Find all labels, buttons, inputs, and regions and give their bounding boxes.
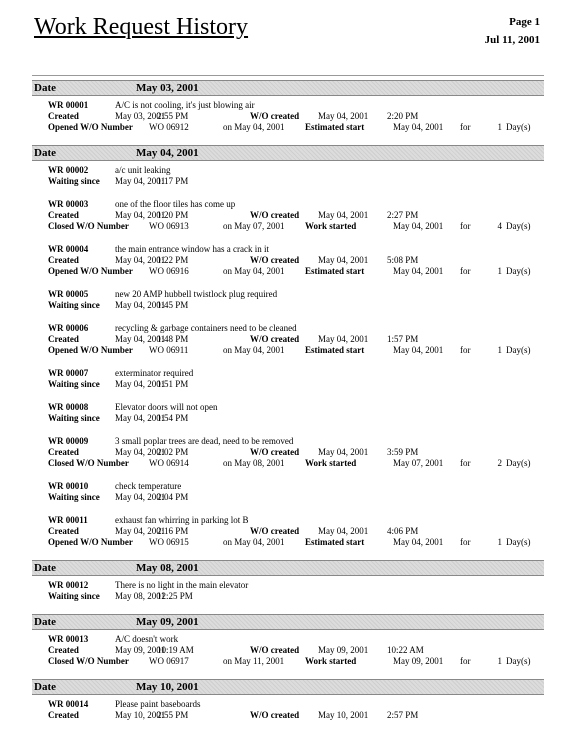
start-label: Work started: [305, 656, 357, 666]
wo-created-date: May 10, 2001: [318, 710, 369, 720]
wo-created-label: W/O created: [250, 334, 300, 344]
wo-created-time: 4:06 PM: [387, 526, 419, 536]
request-id: WR 00007: [48, 368, 89, 378]
waiting-date: May 04, 2001: [115, 176, 166, 186]
waiting-since-label: Waiting since: [48, 176, 100, 186]
date-group-header: [32, 80, 544, 96]
request-line: [32, 402, 544, 413]
wo-status-label: Opened W/O Number: [48, 345, 133, 355]
duration-unit: Day(s): [506, 266, 531, 276]
created-label: Created: [48, 111, 79, 121]
date-header-label: Date: [34, 147, 56, 159]
timestamp-line: [32, 111, 544, 122]
wo-created-date: May 04, 2001: [318, 526, 369, 536]
waiting-since-label: Waiting since: [48, 591, 100, 601]
request-description: 3 small poplar trees are dead, need to be removed: [115, 436, 294, 446]
work-order-line: [32, 537, 544, 548]
created-label: Created: [48, 255, 79, 265]
created-time: 2:16 PM: [157, 526, 189, 536]
waiting-date: May 04, 2001: [115, 379, 166, 389]
duration-unit: Day(s): [506, 537, 531, 547]
duration-unit: Day(s): [506, 221, 531, 231]
request-line: [32, 289, 544, 300]
request-description: exhaust fan whirring in parking lot B: [115, 515, 249, 525]
wo-created-time: 1:57 PM: [387, 334, 419, 344]
request-line: [32, 100, 544, 111]
wo-number: WO 06914: [149, 458, 189, 468]
wo-status-date: on May 04, 2001: [223, 345, 285, 355]
created-date: May 04, 2001: [115, 210, 166, 220]
work-request: [32, 436, 544, 469]
request-description: A/C is not cooling, it's just blowing air: [115, 100, 255, 110]
created-date: May 09, 2001: [115, 645, 166, 655]
wo-number: WO 06915: [149, 537, 189, 547]
start-label: Estimated start: [305, 122, 365, 132]
duration-days: 1: [497, 266, 502, 276]
request-description: a/c unit leaking: [115, 165, 171, 175]
work-order-line: [32, 221, 544, 232]
request-description: new 20 AMP hubbell twistlock plug required: [115, 289, 278, 299]
wo-status-label: Opened W/O Number: [48, 537, 133, 547]
waiting-time: 1:54 PM: [157, 413, 189, 423]
waiting-date: May 04, 2001: [115, 413, 166, 423]
wo-number: WO 06917: [149, 656, 189, 666]
created-date: May 04, 2001: [115, 447, 166, 457]
waiting-time: 1:45 PM: [157, 300, 189, 310]
request-line: [32, 580, 544, 591]
start-label: Work started: [305, 221, 357, 231]
created-time: 1:20 PM: [157, 210, 189, 220]
for-text: for: [460, 537, 471, 547]
created-time: 2:55 PM: [157, 111, 189, 121]
date-header-label: Date: [34, 681, 56, 693]
request-id: WR 00014: [48, 699, 89, 709]
timestamp-line: [32, 645, 544, 656]
request-line: [32, 481, 544, 492]
timestamp-line: [32, 447, 544, 458]
start-label: Estimated start: [305, 266, 365, 276]
work-order-line: [32, 122, 544, 133]
start-date: May 04, 2001: [393, 345, 444, 355]
request-id: WR 00003: [48, 199, 89, 209]
work-order-line: [32, 458, 544, 469]
for-text: for: [460, 458, 471, 468]
wo-created-label: W/O created: [250, 210, 300, 220]
waiting-date: May 08, 2001: [115, 591, 166, 601]
request-id: WR 00009: [48, 436, 89, 446]
work-request: [32, 244, 544, 277]
wo-created-date: May 04, 2001: [318, 111, 369, 121]
wo-created-label: W/O created: [250, 447, 300, 457]
work-request: [32, 402, 544, 424]
wo-created-time: 10:22 AM: [387, 645, 424, 655]
work-request: [32, 699, 544, 721]
request-line: [32, 515, 544, 526]
duration-days: 2: [497, 458, 502, 468]
date-header-value: May 04, 2001: [136, 147, 199, 159]
wo-created-time: 2:57 PM: [387, 710, 419, 720]
timestamp-line: [32, 255, 544, 266]
timestamp-line: [32, 710, 544, 721]
request-id: WR 00012: [48, 580, 89, 590]
for-text: for: [460, 345, 471, 355]
work-request: [32, 199, 544, 232]
created-label: Created: [48, 334, 79, 344]
request-id: WR 00013: [48, 634, 89, 644]
request-id: WR 00011: [48, 515, 88, 525]
wo-status-date: on May 04, 2001: [223, 122, 285, 132]
duration-days: 1: [497, 345, 502, 355]
created-label: Created: [48, 447, 79, 457]
date-header-value: May 09, 2001: [136, 616, 199, 628]
created-label: Created: [48, 645, 79, 655]
date-group-header: [32, 614, 544, 630]
wo-created-time: 3:59 PM: [387, 447, 419, 457]
waiting-time: 1:17 PM: [157, 176, 189, 186]
start-date: May 04, 2001: [393, 122, 444, 132]
date-group-header: [32, 679, 544, 695]
start-label: Work started: [305, 458, 357, 468]
report-title: Work Request History: [34, 14, 249, 40]
work-order-line: [32, 656, 544, 667]
wo-status-date: on May 04, 2001: [223, 266, 285, 276]
waiting-time: 12:25 PM: [157, 591, 193, 601]
request-line: [32, 244, 544, 255]
work-request: [32, 165, 544, 187]
created-time: 2:55 PM: [157, 710, 189, 720]
work-request: [32, 289, 544, 311]
for-text: for: [460, 122, 471, 132]
wo-created-label: W/O created: [250, 526, 300, 536]
waiting-date: May 04, 2001: [115, 300, 166, 310]
work-request: [32, 481, 544, 503]
work-order-line: [32, 345, 544, 356]
duration-unit: Day(s): [506, 656, 531, 666]
wo-status-label: Closed W/O Number: [48, 656, 129, 666]
created-label: Created: [48, 710, 79, 720]
wo-created-date: May 04, 2001: [318, 210, 369, 220]
start-date: May 04, 2001: [393, 266, 444, 276]
request-description: check temperature: [115, 481, 182, 491]
created-time: 1:22 PM: [157, 255, 189, 265]
request-line: [32, 323, 544, 334]
duration-days: 1: [497, 537, 502, 547]
timestamp-line: [32, 334, 544, 345]
request-id: WR 00005: [48, 289, 89, 299]
timestamp-line: [32, 300, 544, 311]
duration-unit: Day(s): [506, 345, 531, 355]
created-date: May 10, 2001: [115, 710, 166, 720]
request-line: [32, 436, 544, 447]
request-line: [32, 165, 544, 176]
wo-status-date: on May 08, 2001: [223, 458, 285, 468]
work-request: [32, 515, 544, 548]
wo-created-label: W/O created: [250, 645, 300, 655]
timestamp-line: [32, 379, 544, 390]
wo-created-date: May 04, 2001: [318, 334, 369, 344]
request-description: one of the floor tiles has come up: [115, 199, 236, 209]
request-id: WR 00001: [48, 100, 89, 110]
duration-days: 4: [497, 221, 502, 231]
timestamp-line: [32, 492, 544, 503]
work-request: [32, 323, 544, 356]
request-description: the main entrance window has a crack in it: [115, 244, 269, 254]
request-id: WR 00002: [48, 165, 89, 175]
request-id: WR 00008: [48, 402, 89, 412]
for-text: for: [460, 221, 471, 231]
created-label: Created: [48, 526, 79, 536]
request-id: WR 00004: [48, 244, 89, 254]
duration-unit: Day(s): [506, 122, 531, 132]
date-header-value: May 08, 2001: [136, 562, 199, 574]
request-description: exterminator required: [115, 368, 194, 378]
created-date: May 04, 2001: [115, 526, 166, 536]
timestamp-line: [32, 413, 544, 424]
wo-created-time: 2:27 PM: [387, 210, 419, 220]
timestamp-line: [32, 176, 544, 187]
request-description: Please paint baseboards: [115, 699, 201, 709]
request-id: WR 00006: [48, 323, 89, 333]
wo-created-label: W/O created: [250, 111, 300, 121]
wo-status-date: on May 11, 2001: [223, 656, 285, 666]
work-request: [32, 100, 544, 133]
start-date: May 04, 2001: [393, 537, 444, 547]
waiting-time: 1:51 PM: [157, 379, 189, 389]
wo-status-label: Closed W/O Number: [48, 221, 129, 231]
created-time: 10:19 AM: [157, 645, 194, 655]
header-rule: [32, 75, 544, 76]
work-order-line: [32, 266, 544, 277]
created-date: May 04, 2001: [115, 255, 166, 265]
request-description: There is no light in the main elevator: [115, 580, 249, 590]
created-date: May 03, 2001: [115, 111, 166, 121]
wo-status-label: Closed W/O Number: [48, 458, 129, 468]
start-label: Estimated start: [305, 537, 365, 547]
wo-number: WO 06913: [149, 221, 189, 231]
waiting-time: 2:04 PM: [157, 492, 189, 502]
report-body: [32, 80, 544, 733]
waiting-since-label: Waiting since: [48, 492, 100, 502]
start-date: May 04, 2001: [393, 221, 444, 231]
report-date: Jul 11, 2001: [484, 34, 540, 46]
request-line: [32, 699, 544, 710]
timestamp-line: [32, 526, 544, 537]
wo-status-label: Opened W/O Number: [48, 266, 133, 276]
request-description: Elevator doors will not open: [115, 402, 218, 412]
created-label: Created: [48, 210, 79, 220]
request-line: [32, 634, 544, 645]
wo-created-label: W/O created: [250, 255, 300, 265]
wo-status-date: on May 07, 2001: [223, 221, 285, 231]
created-date: May 04, 2001: [115, 334, 166, 344]
timestamp-line: [32, 591, 544, 602]
wo-created-date: May 09, 2001: [318, 645, 369, 655]
page-number: Page 1: [509, 16, 540, 28]
duration-unit: Day(s): [506, 458, 531, 468]
date-header-value: May 03, 2001: [136, 82, 199, 94]
wo-status-label: Opened W/O Number: [48, 122, 133, 132]
work-request: [32, 634, 544, 667]
request-id: WR 00010: [48, 481, 89, 491]
timestamp-line: [32, 210, 544, 221]
wo-created-time: 5:08 PM: [387, 255, 419, 265]
date-header-label: Date: [34, 616, 56, 628]
request-description: recycling & garbage containers need to be cleaned: [115, 323, 297, 333]
date-header-value: May 10, 2001: [136, 681, 199, 693]
waiting-since-label: Waiting since: [48, 300, 100, 310]
work-request: [32, 580, 544, 602]
waiting-date: May 04, 2001: [115, 492, 166, 502]
created-time: 1:48 PM: [157, 334, 189, 344]
waiting-since-label: Waiting since: [48, 379, 100, 389]
for-text: for: [460, 266, 471, 276]
date-header-label: Date: [34, 82, 56, 94]
duration-days: 1: [497, 656, 502, 666]
request-line: [32, 199, 544, 210]
created-time: 2:02 PM: [157, 447, 189, 457]
wo-status-date: on May 04, 2001: [223, 537, 285, 547]
date-header-label: Date: [34, 562, 56, 574]
for-text: for: [460, 656, 471, 666]
date-group-header: [32, 145, 544, 161]
wo-number: WO 06912: [149, 122, 189, 132]
wo-number: WO 06916: [149, 266, 189, 276]
work-request: [32, 368, 544, 390]
waiting-since-label: Waiting since: [48, 413, 100, 423]
start-label: Estimated start: [305, 345, 365, 355]
request-description: A/C doesn't work: [115, 634, 179, 644]
date-group-header: [32, 560, 544, 576]
request-line: [32, 368, 544, 379]
start-date: May 09, 2001: [393, 656, 444, 666]
wo-created-time: 2:20 PM: [387, 111, 419, 121]
wo-created-date: May 04, 2001: [318, 255, 369, 265]
wo-created-date: May 04, 2001: [318, 447, 369, 457]
wo-number: WO 06911: [149, 345, 189, 355]
start-date: May 07, 2001: [393, 458, 444, 468]
wo-created-label: W/O created: [250, 710, 300, 720]
duration-days: 1: [497, 122, 502, 132]
